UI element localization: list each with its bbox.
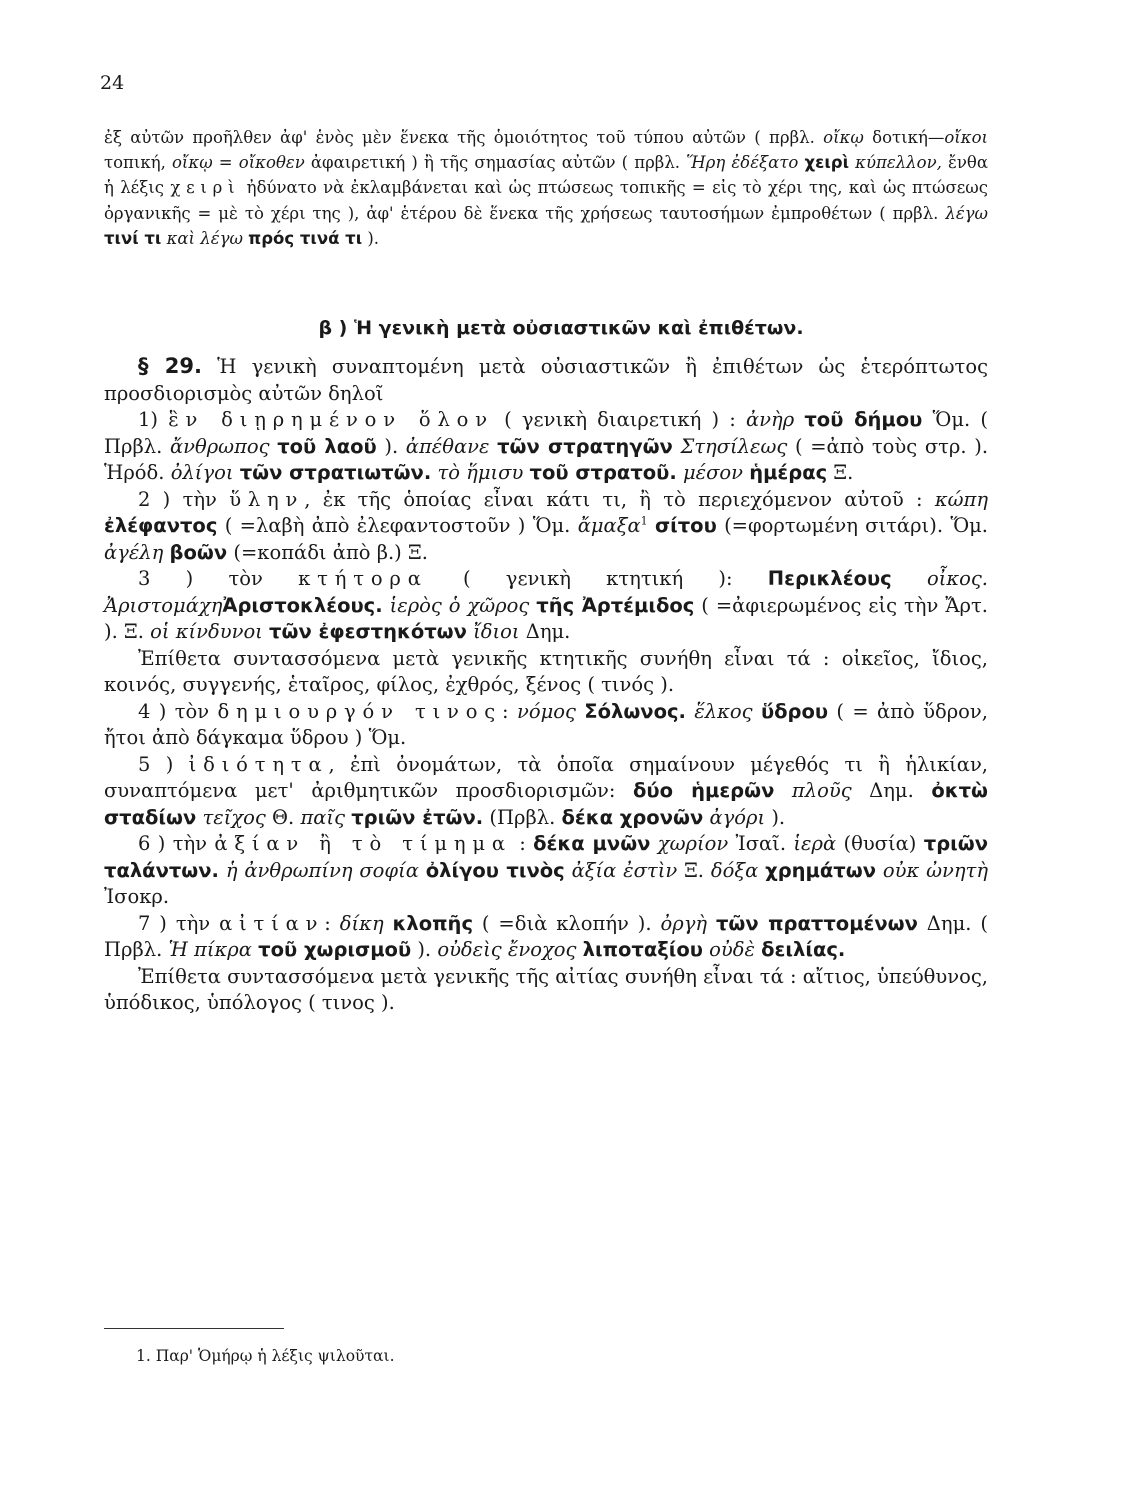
item-1: 1) ἓν διῃρημένον ὅλον ( γενικὴ διαιρετική ) : ἀνὴρ τοῦ δήμου Ὅμ. ( Πρβλ. ἄνθρωπος τοῦ λαοῦ ). ἀπέθανε τῶν στρατηγῶν Στησίλεως ( =ἀπὸ τοὺς στρ. ). Ἡρόδ. ὀλίγοι τῶν στρατιωτῶν. τὸ ἥμισυ τοῦ στρατοῦ. μέσον ἡμέρας Ξ.: [104, 408, 989, 485]
item-4: 4 ) τὸν δημιουργόν τινος: νόμος Σόλωνος. ἕλκος ὕδρου ( = ἀπὸ ὕδρον, ἤτοι ἀπὸ δάγκαμα ὕδρου ) Ὅμ.: [104, 699, 988, 750]
item-7-note: Ἐπίθετα συντασσόμενα μετὰ γενικῆς τῆς αἰτίας συνήθη εἶναι τά : αἴτιος, ὑπεύθυνος, ὑπόδικος, ὑπόλογος ( τινος ).: [104, 964, 988, 1015]
item-7: 7 ) τὴν αἰτίαν: δίκη κλοπῆς ( =διὰ κλοπήν ). ὀργὴ τῶν πραττομένων Δημ. ( Πρβλ. Ἡ πίκρα τοῦ χωρισμοῦ ). οὐδεὶς ἔνοχος λιποταξίου οὐδὲ δειλίας.: [104, 911, 988, 962]
footnote: 1. Παρ' Ὁμήρῳ ἡ λέξις ψιλοῦται.: [136, 1347, 395, 1365]
section-29: § 29. Ἡ γενικὴ συναπτομένη μετὰ οὐσιαστικῶν ἢ ἐπιθέτων ὡς ἑτερόπτωτος προσδιορισμὸς αὐτῶν δηλοῖ: [104, 354, 988, 405]
item-5: 5 ) ἰδιότητα, ἐπὶ ὀνομάτων, τὰ ὁποῖα σημαίνουν μέγεθός τι ἢ ἡλικίαν, συναπτόμενα μετ' ἀριθμητικῶν προσδιορισμῶν: δύο ἡμερῶν πλοῦς Δημ. ὀκτὼ σταδίων τεῖχος Θ. παῖς τριῶν ἐτῶν. (Πρβλ. δέκα χρονῶν ἀγόρι ).: [104, 752, 988, 829]
item-3: 3 ) τὸν κτήτορα ( γενικὴ κτητική ): Περικλέους οἶκος. ἈριστομάχηἈριστοκλέους. ἱερὸς ὁ χῶρος τῆς Ἀρτέμιδος ( =ἀφιερωμένος εἰς τὴν Ἄρτ. ). Ξ. οἱ κίνδυνοι τῶν ἐφεστηκότων ἴδιοι Δημ.: [104, 567, 989, 644]
item-2: 2 ) τὴν ὕλην, ἐκ τῆς ὁποίας εἶναι κάτι τι, ἢ τὸ περιεχόμενον αὐτοῦ : κώπη ἐλέφαντος ( =λαβὴ ἀπὸ ἐλεφαντοστοῦν ) Ὅμ. ἄμαξα$^1$ σίτου (=φορτωμένη σιτάρι). Ὅμ. ἀγέλη βοῶν (=κοπάδι ἀπὸ β.) Ξ.: [104, 487, 988, 564]
intro-paragraph: ἐξ αὐτῶν προῆλθεν ἀφ' ἑνὸς μὲν ἕνεκα τῆς ὁμοιότητος τοῦ τύπου αὐτῶν ( πρβλ. οἴκῳ δοτική—οἴκοι τοπική, οἴκῳ = οἴκοθεν ἀφαιρετική ) ἢ τῆς σημασίας αὐτῶν ( πρβλ. Ἥρη ἐδέξατο χειρὶ κύπελλον, ἔνθα ἡ λέξις χειρὶ ἠδύνατο νὰ ἐκλαμβάνεται καὶ ὡς πτώσεως τοπικῆς = εἰς τὸ χέρι της, καὶ ὡς πτώσεως ὀργανικῆς = μὲ τὸ χέρι της ), ἀφ' ἑτέρου δὲ ἕνεκα τῆς χρήσεως ταυτοσήμων ἐμπροθέτων ( πρβλ. λέγω τινί τι καὶ λέγω πρός τινά τι ).: [104, 128, 988, 248]
page-number: 24: [100, 72, 125, 94]
section-heading: β ) Ἡ γενικὴ μετὰ οὐσιαστικῶν καὶ ἐπιθέτων.: [318, 317, 804, 339]
main-body: [104, 352, 988, 1017]
item-3-note: Ἐπίθετα συντασσόμενα μετὰ γενικῆς κτητικῆς συνήθη εἶναι τά : οἰκεῖος, ἴδιος, κοινός, συγγενής, ἑταῖρος, φίλος, ἐχθρός, ξένος ( τινός ).: [104, 646, 988, 697]
footnote-divider: [104, 1328, 284, 1329]
item-6: 6 ) τὴν ἀξίαν ἢ τὸ τίμημα : δέκα μνῶν χωρίον Ἰσαῖ. ἱερὰ (θυσία) τριῶν ταλάντων. ἡ ἀνθρωπίνη σοφία ὀλίγου τινὸς ἀξία ἐστὶν Ξ. δόξα χρημάτων οὐκ ὠνητὴ Ἰσοκρ.: [104, 832, 989, 909]
